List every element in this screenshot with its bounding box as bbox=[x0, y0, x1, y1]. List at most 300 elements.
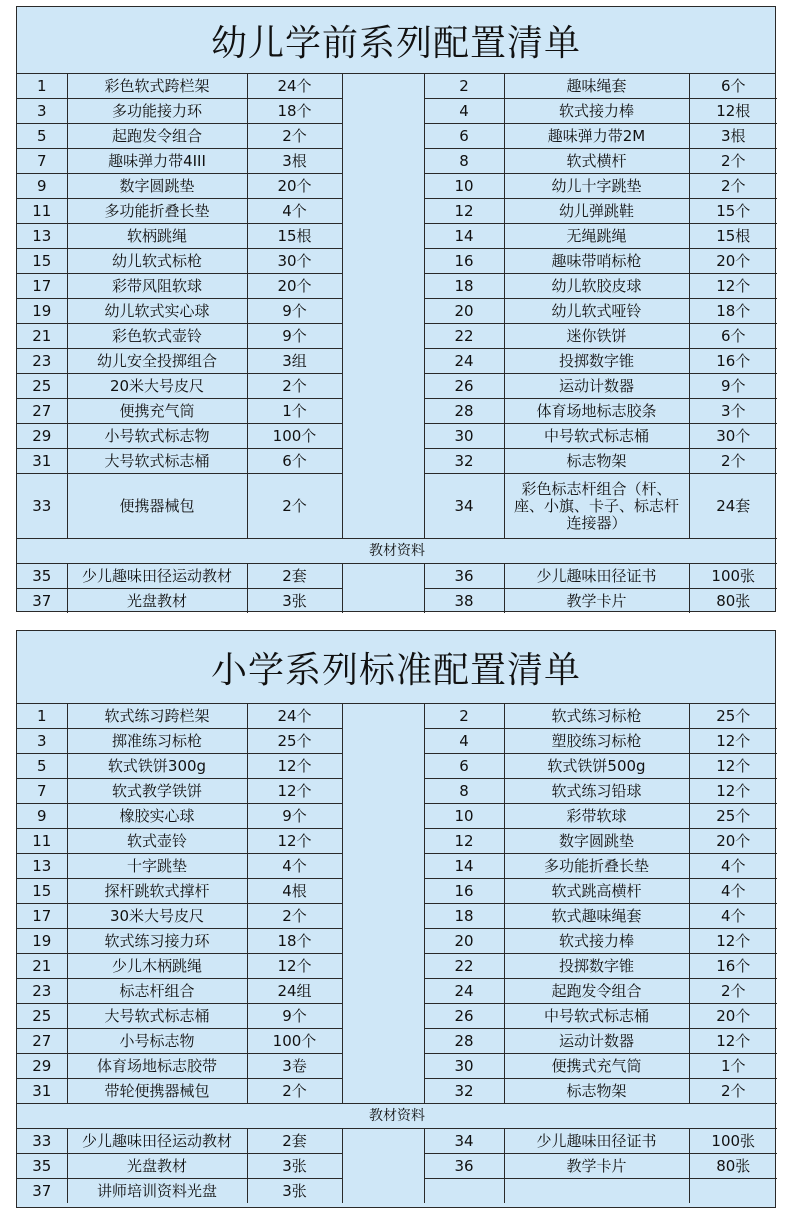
item-number: 5 bbox=[17, 124, 67, 149]
item-number: 36 bbox=[424, 1154, 504, 1179]
item-quantity: 2个 bbox=[689, 979, 777, 1004]
item-quantity: 100个 bbox=[247, 1029, 342, 1054]
item-quantity: 18个 bbox=[247, 929, 342, 954]
item-number: 16 bbox=[424, 249, 504, 274]
item-name: 幼儿软胶皮球 bbox=[504, 274, 689, 299]
item-quantity: 24组 bbox=[247, 979, 342, 1004]
item-quantity: 3组 bbox=[247, 349, 342, 374]
item-name: 运动计数器 bbox=[504, 1029, 689, 1054]
item-number: 13 bbox=[17, 854, 67, 879]
item-number: 34 bbox=[424, 1129, 504, 1154]
table-row bbox=[17, 704, 777, 729]
item-quantity: 12个 bbox=[689, 274, 777, 299]
table-row bbox=[17, 854, 777, 879]
blank-cell bbox=[342, 324, 424, 349]
item-number: 28 bbox=[424, 399, 504, 424]
table-row bbox=[17, 729, 777, 754]
item-name: 小号标志物 bbox=[67, 1029, 247, 1054]
table-row bbox=[17, 1179, 777, 1204]
item-quantity: 6个 bbox=[689, 324, 777, 349]
item-quantity: 30个 bbox=[689, 424, 777, 449]
blank-cell bbox=[342, 829, 424, 854]
item-number: 22 bbox=[424, 324, 504, 349]
item-quantity: 2个 bbox=[247, 474, 342, 539]
item-number: 17 bbox=[17, 904, 67, 929]
item-name: 中号软式标志桶 bbox=[504, 424, 689, 449]
blank-cell bbox=[342, 904, 424, 929]
blank-cell bbox=[342, 1129, 424, 1154]
blank-cell bbox=[342, 879, 424, 904]
item-number: 19 bbox=[17, 299, 67, 324]
table-row bbox=[17, 1129, 777, 1154]
item-number: 8 bbox=[424, 149, 504, 174]
item-quantity: 2个 bbox=[689, 1079, 777, 1104]
table-row bbox=[17, 99, 777, 124]
item-name: 便携充气筒 bbox=[67, 399, 247, 424]
item-name: 软式练习标枪 bbox=[504, 704, 689, 729]
blank-cell bbox=[342, 729, 424, 754]
blank-cell bbox=[342, 374, 424, 399]
preschool-config-panel bbox=[16, 6, 776, 612]
item-number: 1 bbox=[17, 704, 67, 729]
item-name: 橡胶实心球 bbox=[67, 804, 247, 829]
item-name: 投掷数字锥 bbox=[504, 954, 689, 979]
item-quantity: 20个 bbox=[689, 829, 777, 854]
table-row bbox=[17, 754, 777, 779]
item-quantity: 100张 bbox=[689, 1129, 777, 1154]
table-row bbox=[17, 224, 777, 249]
item-number: 25 bbox=[17, 1004, 67, 1029]
item-name: 大号软式标志桶 bbox=[67, 449, 247, 474]
blank-cell bbox=[342, 474, 424, 539]
item-name: 软式铁饼500g bbox=[504, 754, 689, 779]
item-number: 3 bbox=[17, 99, 67, 124]
blank-cell bbox=[342, 199, 424, 224]
blank-cell bbox=[342, 704, 424, 729]
item-name: 幼儿安全投掷组合 bbox=[67, 349, 247, 374]
item-quantity: 12个 bbox=[689, 1029, 777, 1054]
item-name: 便携式充气筒 bbox=[504, 1054, 689, 1079]
item-quantity: 25个 bbox=[689, 804, 777, 829]
blank-cell bbox=[342, 804, 424, 829]
table-row bbox=[17, 124, 777, 149]
item-number: 23 bbox=[17, 349, 67, 374]
item-number: 10 bbox=[424, 174, 504, 199]
item-name: 软式接力棒 bbox=[504, 99, 689, 124]
item-quantity: 25个 bbox=[247, 729, 342, 754]
item-quantity: 24个 bbox=[247, 74, 342, 99]
item-number: 27 bbox=[17, 1029, 67, 1054]
item-quantity: 2个 bbox=[689, 149, 777, 174]
item-number: 2 bbox=[424, 74, 504, 99]
table-row bbox=[17, 174, 777, 199]
item-quantity: 12个 bbox=[689, 779, 777, 804]
item-quantity: 24套 bbox=[689, 474, 777, 539]
item-name: 趣味弹力带4III bbox=[67, 149, 247, 174]
item-quantity bbox=[689, 1179, 777, 1204]
item-quantity: 16个 bbox=[689, 954, 777, 979]
table-row bbox=[17, 324, 777, 349]
item-quantity: 30个 bbox=[247, 249, 342, 274]
table-row bbox=[17, 249, 777, 274]
item-quantity: 25个 bbox=[689, 704, 777, 729]
item-quantity: 100个 bbox=[247, 424, 342, 449]
item-name: 带轮便携器械包 bbox=[67, 1079, 247, 1104]
item-number: 37 bbox=[17, 1179, 67, 1204]
item-quantity: 12个 bbox=[247, 754, 342, 779]
item-number: 14 bbox=[424, 224, 504, 249]
item-number: 35 bbox=[17, 564, 67, 589]
item-quantity: 100张 bbox=[689, 564, 777, 589]
item-number: 1 bbox=[17, 74, 67, 99]
blank-cell bbox=[342, 929, 424, 954]
item-quantity: 2个 bbox=[247, 124, 342, 149]
item-name: 少儿木柄跳绳 bbox=[67, 954, 247, 979]
table-row bbox=[17, 1054, 777, 1079]
table-row bbox=[17, 349, 777, 374]
item-name: 无绳跳绳 bbox=[504, 224, 689, 249]
item-quantity: 15个 bbox=[689, 199, 777, 224]
item-number: 33 bbox=[17, 474, 67, 539]
item-number: 11 bbox=[17, 199, 67, 224]
section-label: 教材资料 bbox=[17, 1104, 777, 1129]
item-number: 17 bbox=[17, 274, 67, 299]
item-number: 31 bbox=[17, 449, 67, 474]
item-number: 35 bbox=[17, 1154, 67, 1179]
table-row bbox=[17, 829, 777, 854]
item-number: 2 bbox=[424, 704, 504, 729]
item-number: 24 bbox=[424, 349, 504, 374]
item-name bbox=[504, 1179, 689, 1204]
item-number: 7 bbox=[17, 149, 67, 174]
item-number: 28 bbox=[424, 1029, 504, 1054]
item-name: 彩色标志杆组合（杆、座、小旗、卡子、标志杆连接器） bbox=[504, 474, 689, 539]
item-quantity: 3根 bbox=[689, 124, 777, 149]
item-name: 标志杆组合 bbox=[67, 979, 247, 1004]
item-name: 光盘教材 bbox=[67, 1154, 247, 1179]
item-quantity: 3张 bbox=[247, 1179, 342, 1204]
item-number: 9 bbox=[17, 804, 67, 829]
item-number: 8 bbox=[424, 779, 504, 804]
item-name: 20米大号皮尺 bbox=[67, 374, 247, 399]
item-name: 投掷数字锥 bbox=[504, 349, 689, 374]
blank-cell bbox=[342, 149, 424, 174]
item-name: 光盘教材 bbox=[67, 589, 247, 614]
item-quantity: 2个 bbox=[247, 1079, 342, 1104]
item-quantity: 3个 bbox=[689, 399, 777, 424]
primary-table bbox=[17, 704, 777, 1203]
item-quantity: 2个 bbox=[689, 449, 777, 474]
item-name: 多功能接力环 bbox=[67, 99, 247, 124]
item-name: 少儿趣味田径运动教材 bbox=[67, 1129, 247, 1154]
item-number: 33 bbox=[17, 1129, 67, 1154]
item-name: 标志物架 bbox=[504, 449, 689, 474]
item-number: 30 bbox=[424, 1054, 504, 1079]
section-label: 教材资料 bbox=[17, 539, 777, 564]
item-name: 软式练习接力环 bbox=[67, 929, 247, 954]
item-name: 趣味带哨标枪 bbox=[504, 249, 689, 274]
item-number: 4 bbox=[424, 99, 504, 124]
item-number: 13 bbox=[17, 224, 67, 249]
item-number: 20 bbox=[424, 299, 504, 324]
blank-cell bbox=[342, 399, 424, 424]
item-quantity: 2套 bbox=[247, 564, 342, 589]
table-row bbox=[17, 804, 777, 829]
item-quantity: 6个 bbox=[247, 449, 342, 474]
item-quantity: 12个 bbox=[247, 954, 342, 979]
table-row bbox=[17, 424, 777, 449]
blank-cell bbox=[342, 299, 424, 324]
table-row bbox=[17, 1079, 777, 1104]
blank-cell bbox=[342, 1079, 424, 1104]
item-name: 幼儿十字跳垫 bbox=[504, 174, 689, 199]
item-name: 彩带软球 bbox=[504, 804, 689, 829]
item-number: 14 bbox=[424, 854, 504, 879]
item-name: 数字圆跳垫 bbox=[504, 829, 689, 854]
item-number: 26 bbox=[424, 374, 504, 399]
item-quantity: 2套 bbox=[247, 1129, 342, 1154]
item-quantity: 2个 bbox=[247, 374, 342, 399]
item-quantity: 16个 bbox=[689, 349, 777, 374]
item-name: 运动计数器 bbox=[504, 374, 689, 399]
table-row bbox=[17, 904, 777, 929]
table-row bbox=[17, 449, 777, 474]
item-name: 趣味绳套 bbox=[504, 74, 689, 99]
table-row bbox=[17, 929, 777, 954]
item-name: 起跑发令组合 bbox=[504, 979, 689, 1004]
blank-cell bbox=[342, 779, 424, 804]
blank-cell bbox=[342, 449, 424, 474]
item-quantity: 3张 bbox=[247, 589, 342, 614]
item-name: 软式练习铅球 bbox=[504, 779, 689, 804]
table-row bbox=[17, 979, 777, 1004]
item-name: 少儿趣味田径运动教材 bbox=[67, 564, 247, 589]
item-name: 大号软式标志桶 bbox=[67, 1004, 247, 1029]
item-number: 16 bbox=[424, 879, 504, 904]
item-number: 12 bbox=[424, 829, 504, 854]
table-row bbox=[17, 399, 777, 424]
item-name: 多功能折叠长垫 bbox=[67, 199, 247, 224]
item-name: 便携器械包 bbox=[67, 474, 247, 539]
table-row bbox=[17, 589, 777, 614]
item-number: 19 bbox=[17, 929, 67, 954]
item-name: 起跑发令组合 bbox=[67, 124, 247, 149]
item-quantity: 4个 bbox=[689, 904, 777, 929]
item-quantity: 4个 bbox=[689, 854, 777, 879]
item-number: 26 bbox=[424, 1004, 504, 1029]
item-number: 21 bbox=[17, 324, 67, 349]
table-row bbox=[17, 564, 777, 589]
blank-cell bbox=[342, 979, 424, 1004]
item-name: 彩色软式跨栏架 bbox=[67, 74, 247, 99]
item-name: 软式趣味绳套 bbox=[504, 904, 689, 929]
item-number: 15 bbox=[17, 249, 67, 274]
item-name: 幼儿软式实心球 bbox=[67, 299, 247, 324]
item-quantity: 4个 bbox=[247, 199, 342, 224]
table-row bbox=[17, 299, 777, 324]
item-name: 探杆跳软式撑杆 bbox=[67, 879, 247, 904]
table-row bbox=[17, 474, 777, 539]
item-number: 21 bbox=[17, 954, 67, 979]
item-quantity: 3根 bbox=[247, 149, 342, 174]
blank-cell bbox=[342, 349, 424, 374]
blank-cell bbox=[342, 249, 424, 274]
item-number: 18 bbox=[424, 274, 504, 299]
item-quantity: 3卷 bbox=[247, 1054, 342, 1079]
item-number: 34 bbox=[424, 474, 504, 539]
blank-cell bbox=[342, 589, 424, 614]
item-number: 29 bbox=[17, 1054, 67, 1079]
item-name: 掷准练习标枪 bbox=[67, 729, 247, 754]
item-quantity: 15根 bbox=[689, 224, 777, 249]
item-quantity: 4个 bbox=[689, 879, 777, 904]
item-name: 塑胶练习标枪 bbox=[504, 729, 689, 754]
table-row bbox=[17, 954, 777, 979]
item-number: 18 bbox=[424, 904, 504, 929]
blank-cell bbox=[342, 754, 424, 779]
item-number: 7 bbox=[17, 779, 67, 804]
blank-cell bbox=[342, 124, 424, 149]
item-number bbox=[424, 1179, 504, 1204]
table-row bbox=[17, 274, 777, 299]
item-name: 教学卡片 bbox=[504, 1154, 689, 1179]
item-number: 32 bbox=[424, 1079, 504, 1104]
table-row bbox=[17, 1004, 777, 1029]
item-name: 彩色软式壶铃 bbox=[67, 324, 247, 349]
item-number: 25 bbox=[17, 374, 67, 399]
blank-cell bbox=[342, 564, 424, 589]
table-row bbox=[17, 1029, 777, 1054]
item-name: 彩带风阻软球 bbox=[67, 274, 247, 299]
item-name: 少儿趣味田径证书 bbox=[504, 1129, 689, 1154]
item-number: 37 bbox=[17, 589, 67, 614]
item-name: 小号软式标志物 bbox=[67, 424, 247, 449]
item-quantity: 12个 bbox=[247, 829, 342, 854]
blank-cell bbox=[342, 1154, 424, 1179]
item-quantity: 12个 bbox=[689, 929, 777, 954]
item-quantity: 12根 bbox=[689, 99, 777, 124]
item-number: 10 bbox=[424, 804, 504, 829]
blank-cell bbox=[342, 424, 424, 449]
item-name: 30米大号皮尺 bbox=[67, 904, 247, 929]
item-quantity: 3张 bbox=[247, 1154, 342, 1179]
item-quantity: 24个 bbox=[247, 704, 342, 729]
item-quantity: 4个 bbox=[247, 854, 342, 879]
item-number: 32 bbox=[424, 449, 504, 474]
item-quantity: 18个 bbox=[689, 299, 777, 324]
item-number: 3 bbox=[17, 729, 67, 754]
item-name: 体育场地标志胶条 bbox=[504, 399, 689, 424]
item-name: 讲师培训资料光盘 bbox=[67, 1179, 247, 1204]
item-name: 软式接力棒 bbox=[504, 929, 689, 954]
item-number: 24 bbox=[424, 979, 504, 1004]
blank-cell bbox=[342, 1004, 424, 1029]
item-name: 幼儿软式哑铃 bbox=[504, 299, 689, 324]
item-name: 标志物架 bbox=[504, 1079, 689, 1104]
table-row bbox=[17, 779, 777, 804]
item-name: 数字圆跳垫 bbox=[67, 174, 247, 199]
item-quantity: 12个 bbox=[689, 754, 777, 779]
item-quantity: 9个 bbox=[247, 299, 342, 324]
blank-cell bbox=[342, 74, 424, 99]
item-name: 多功能折叠长垫 bbox=[504, 854, 689, 879]
item-quantity: 1个 bbox=[247, 399, 342, 424]
item-number: 9 bbox=[17, 174, 67, 199]
item-name: 少儿趣味田径证书 bbox=[504, 564, 689, 589]
item-name: 幼儿弹跳鞋 bbox=[504, 199, 689, 224]
item-number: 22 bbox=[424, 954, 504, 979]
table-row bbox=[17, 199, 777, 224]
item-quantity: 18个 bbox=[247, 99, 342, 124]
blank-cell bbox=[342, 854, 424, 879]
section-row bbox=[17, 1104, 777, 1129]
item-quantity: 20个 bbox=[247, 274, 342, 299]
blank-cell bbox=[342, 1054, 424, 1079]
item-name: 幼儿软式标枪 bbox=[67, 249, 247, 274]
item-number: 12 bbox=[424, 199, 504, 224]
item-number: 23 bbox=[17, 979, 67, 1004]
item-quantity: 9个 bbox=[247, 804, 342, 829]
table-row bbox=[17, 74, 777, 99]
item-name: 迷你铁饼 bbox=[504, 324, 689, 349]
item-quantity: 20个 bbox=[689, 1004, 777, 1029]
section-row bbox=[17, 539, 777, 564]
table-row bbox=[17, 149, 777, 174]
item-quantity: 20个 bbox=[689, 249, 777, 274]
blank-cell bbox=[342, 224, 424, 249]
item-quantity: 2个 bbox=[247, 904, 342, 929]
blank-cell bbox=[342, 1029, 424, 1054]
item-quantity: 20个 bbox=[247, 174, 342, 199]
item-number: 29 bbox=[17, 424, 67, 449]
item-quantity: 80张 bbox=[689, 1154, 777, 1179]
item-name: 软式跳高横杆 bbox=[504, 879, 689, 904]
item-name: 软式横杆 bbox=[504, 149, 689, 174]
blank-cell bbox=[342, 954, 424, 979]
item-quantity: 15根 bbox=[247, 224, 342, 249]
item-number: 27 bbox=[17, 399, 67, 424]
item-quantity: 4根 bbox=[247, 879, 342, 904]
preschool-title: 幼儿学前系列配置清单 bbox=[17, 7, 775, 74]
item-quantity: 80张 bbox=[689, 589, 777, 614]
item-quantity: 1个 bbox=[689, 1054, 777, 1079]
item-number: 31 bbox=[17, 1079, 67, 1104]
item-name: 教学卡片 bbox=[504, 589, 689, 614]
item-name: 中号软式标志桶 bbox=[504, 1004, 689, 1029]
blank-cell bbox=[342, 1179, 424, 1204]
item-number: 6 bbox=[424, 754, 504, 779]
item-number: 5 bbox=[17, 754, 67, 779]
item-name: 软柄跳绳 bbox=[67, 224, 247, 249]
blank-cell bbox=[342, 174, 424, 199]
table-row bbox=[17, 1154, 777, 1179]
item-name: 趣味弹力带2M bbox=[504, 124, 689, 149]
item-number: 20 bbox=[424, 929, 504, 954]
blank-cell bbox=[342, 99, 424, 124]
blank-cell bbox=[342, 274, 424, 299]
item-number: 4 bbox=[424, 729, 504, 754]
item-number: 15 bbox=[17, 879, 67, 904]
item-number: 30 bbox=[424, 424, 504, 449]
item-quantity: 6个 bbox=[689, 74, 777, 99]
item-name: 体育场地标志胶带 bbox=[67, 1054, 247, 1079]
item-quantity: 9个 bbox=[689, 374, 777, 399]
item-name: 软式铁饼300g bbox=[67, 754, 247, 779]
table-row bbox=[17, 374, 777, 399]
item-quantity: 12个 bbox=[247, 779, 342, 804]
item-number: 36 bbox=[424, 564, 504, 589]
preschool-table bbox=[17, 74, 777, 613]
